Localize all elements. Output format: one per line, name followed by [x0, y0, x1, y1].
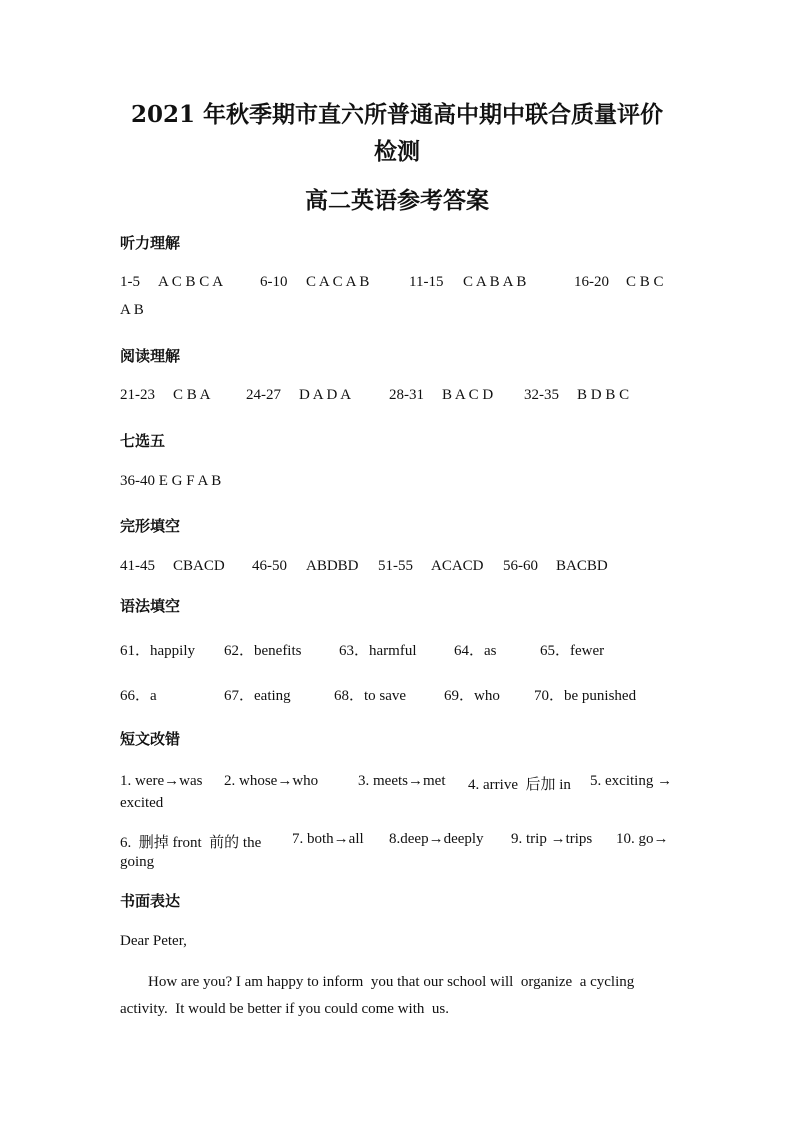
- answer-range: 1-5: [120, 274, 140, 290]
- correction-answer: 1. were→was: [120, 773, 203, 789]
- section-heading-error-correction: 短文改错: [120, 730, 181, 748]
- answer-range: 41-45: [120, 558, 155, 574]
- correction-answer: 6. 删掉 front 前的 the: [120, 835, 262, 851]
- section-heading-listening: 听力理解: [120, 234, 181, 252]
- seven-choose-five-answers: 36-40 E G F A B: [120, 473, 222, 489]
- answer-range: 32-35: [524, 387, 559, 403]
- answer-range: 46-50: [252, 558, 287, 574]
- answer-letters: C A B A B: [463, 274, 527, 290]
- correction-answer: 10. go→: [616, 831, 669, 847]
- answer-range: 24-27: [246, 387, 281, 403]
- grammar-answer: 65．fewer: [540, 643, 605, 659]
- grammar-answer: 69．who: [444, 688, 500, 704]
- correction-answer: 5. exciting →: [590, 773, 673, 789]
- correction-answer: 7. both→all: [292, 831, 364, 847]
- correction-answer-wrap: excited: [120, 795, 164, 811]
- answer-letters-wrap: A B: [120, 302, 144, 318]
- document-title-line-1: 2021 年秋季期市直六所普通高中期中联合质量评价: [130, 101, 664, 128]
- document-subtitle: 高二英语参考答案: [305, 187, 489, 214]
- answer-letters: A C B C A: [158, 274, 224, 290]
- section-heading-cloze: 完形填空: [120, 517, 181, 535]
- answer-letters: ACACD: [431, 558, 484, 574]
- answer-letters: C B A: [173, 387, 211, 403]
- grammar-answer: 70．be punished: [534, 688, 637, 704]
- answer-letters: C A C A B: [306, 274, 370, 290]
- grammar-answer: 62．benefits: [224, 643, 302, 659]
- document-title-line-2: 检测: [374, 138, 420, 165]
- answer-range: 16-20: [574, 274, 609, 290]
- correction-answer: 9. trip →trips: [511, 831, 593, 847]
- answer-range: 21-23: [120, 387, 155, 403]
- section-heading-reading: 阅读理解: [120, 347, 181, 365]
- letter-salutation: Dear Peter,: [120, 933, 187, 949]
- grammar-answer: 63．harmful: [339, 643, 417, 659]
- grammar-answer: 68．to save: [334, 688, 407, 704]
- answer-letters: ABDBD: [306, 558, 359, 574]
- answer-range: 28-31: [389, 387, 424, 403]
- grammar-answer: 67．eating: [224, 688, 291, 704]
- answer-range: 11-15: [409, 274, 444, 290]
- grammar-answer: 66．a: [120, 688, 157, 704]
- answer-range: 6-10: [260, 274, 288, 290]
- answer-letters: B D B C: [577, 387, 630, 403]
- correction-answer-wrap: going: [120, 854, 155, 870]
- grammar-answer: 61．happily: [120, 643, 195, 659]
- answer-letters: C B C: [626, 274, 664, 290]
- correction-answer: 8.deep→deeply: [389, 831, 484, 847]
- answer-letters: D A D A: [299, 387, 352, 403]
- letter-paragraph-line-1: How are you? I am happy to inform you that our school will organize a cycling: [148, 974, 635, 990]
- correction-answer: 2. whose→who: [224, 773, 319, 789]
- answer-range: 56-60: [503, 558, 538, 574]
- correction-answer: 3. meets→met: [358, 773, 446, 789]
- answer-letters: B A C D: [442, 387, 494, 403]
- letter-paragraph-line-2: activity. It would be better if you could come with us.: [120, 1001, 449, 1017]
- grammar-answer: 64．as: [454, 643, 497, 659]
- section-heading-writing: 书面表达: [120, 892, 181, 910]
- answer-letters: CBACD: [173, 558, 225, 574]
- section-heading-seven-choose-five: 七选五: [120, 432, 166, 450]
- answer-range: 51-55: [378, 558, 413, 574]
- section-heading-grammar: 语法填空: [120, 597, 181, 615]
- answer-letters: BACBD: [556, 558, 608, 574]
- correction-answer: 4. arrive 后加 in: [468, 777, 571, 793]
